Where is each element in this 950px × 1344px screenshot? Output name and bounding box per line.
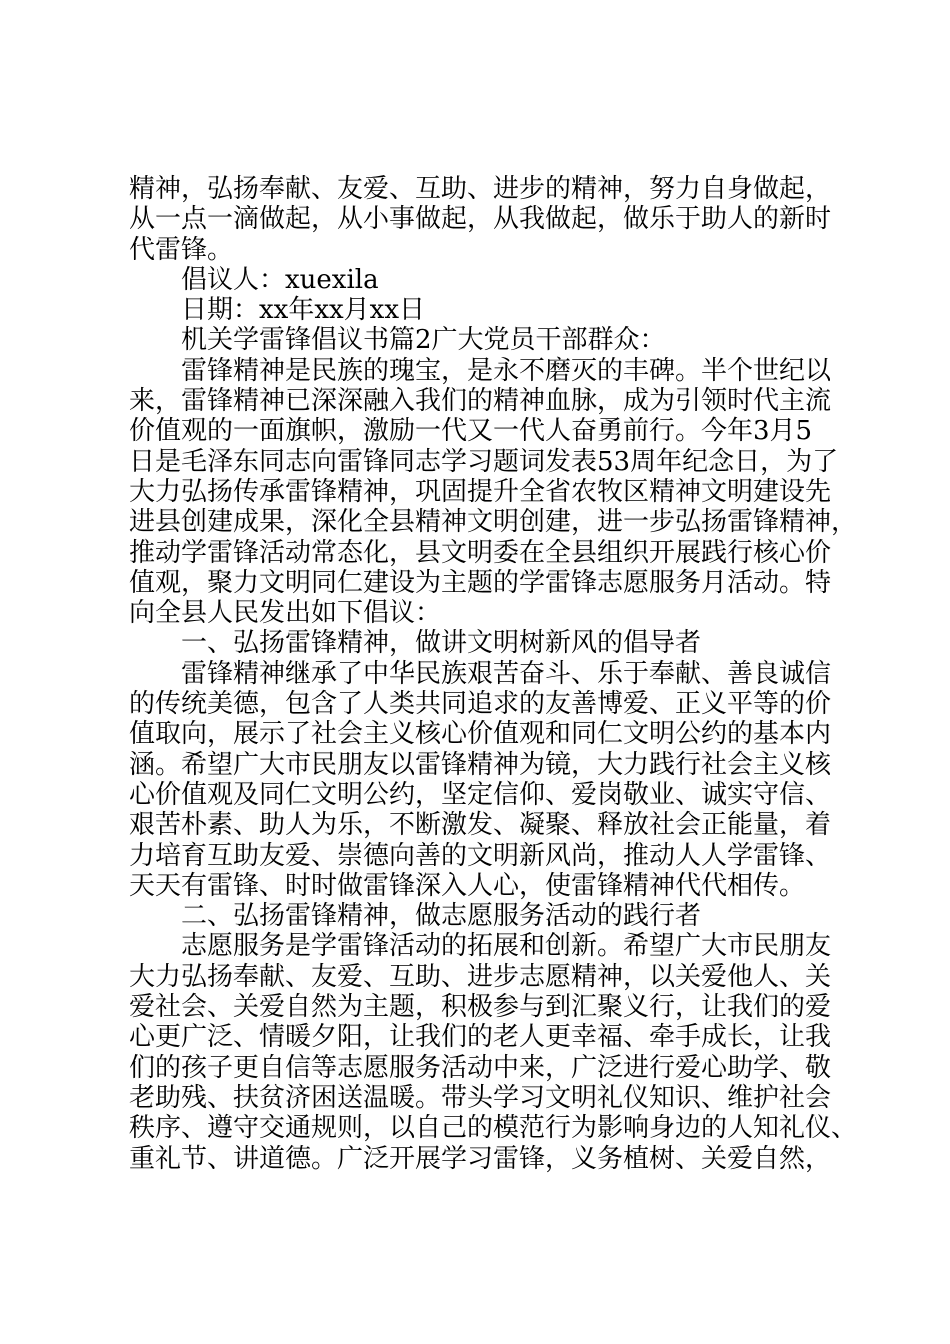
initiator-line: 倡议人：xuexila: [181, 264, 379, 295]
text-line: 大力弘扬奉献、友爱、互助、进步志愿精神，以关爱他人、关: [129, 961, 832, 992]
text-line: 大力弘扬传承雷锋精神，巩固提升全省农牧区精神文明建设先: [129, 476, 832, 507]
text-line: 力培育互助友爱、崇德向善的文明新风尚，推动人人学雷锋、: [129, 840, 832, 871]
text-line: 涵。希望广大市民朋友以雷锋精神为镜，大力践行社会主义核: [129, 749, 832, 780]
text-line: 的传统美德，包含了人类共同追求的友善博爱、正义平等的价: [129, 689, 832, 720]
text-line: 值取向，展示了社会主义核心价值观和同仁文明公约的基本内: [129, 719, 832, 750]
date-line: 日期：xx年xx月xx日: [181, 295, 425, 326]
text-line: 日是毛泽东同志向雷锋同志学习题词发表53周年纪念日，为了: [129, 446, 839, 477]
text-line: 向全县人民发出如下倡议：: [129, 598, 442, 629]
section-heading: 机关学雷锋倡议书篇2广大党员干部群众：: [181, 325, 666, 356]
paragraph-start: 雷锋精神继承了中华民族艰苦奋斗、乐于奉献、善良诚信: [181, 658, 832, 689]
paragraph-start: 志愿服务是学雷锋活动的拓展和创新。希望广大市民朋友: [181, 931, 832, 962]
text-line: 来，雷锋精神已深深融入我们的精神血脉，成为引领时代主流: [129, 386, 832, 417]
text-line: 心更广泛、情暖夕阳，让我们的老人更幸福、牵手成长，让我: [129, 1022, 832, 1053]
document-body: [129, 174, 858, 1174]
text-line: 艰苦朴素、助人为乐，不断激发、凝聚、释放社会正能量，着: [129, 810, 832, 841]
text-line: 价值观的一面旗帜，激励一代又一代人奋勇前行。今年3月5: [129, 416, 813, 447]
text-line: 心价值观及同仁文明公约，坚定信仰、爱岗敬业、诚实守信、: [129, 779, 832, 810]
subsection-heading: 一、弘扬雷锋精神，做讲文明树新风的倡导者: [181, 628, 702, 659]
text-line: 从一点一滴做起，从小事做起，从我做起，做乐于助人的新时: [129, 204, 832, 235]
text-line: 老助残、扶贫济困送温暖。带头学习文明礼仪知识、维护社会: [129, 1082, 832, 1113]
text-line: 秩序、遵守交通规则，以自己的模范行为影响身边的人知礼仪、: [129, 1113, 858, 1144]
text-line: 值观，聚力文明同仁建设为主题的学雷锋志愿服务月活动。特: [129, 567, 832, 598]
subsection-heading: 二、弘扬雷锋精神，做志愿服务活动的践行者: [181, 901, 702, 932]
text-line: 代雷锋。: [129, 234, 234, 265]
text-line: 进县创建成果，深化全县精神文明创建，进一步弘扬雷锋精神，: [129, 507, 858, 538]
text-line: 精神，弘扬奉献、友爱、互助、进步的精神，努力自身做起，: [129, 174, 832, 204]
paragraph-start: 雷锋精神是民族的瑰宝，是永不磨灭的丰碑。半个世纪以: [181, 355, 832, 386]
text-line: 爱社会、关爱自然为主题，积极参与到汇聚义行，让我们的爱: [129, 992, 832, 1023]
text-line: 们的孩子更自信等志愿服务活动中来，广泛进行爱心助学、敬: [129, 1052, 832, 1083]
text-line: 重礼节、讲道德。广泛开展学习雷锋，义务植树、关爱自然，: [129, 1143, 832, 1174]
text-line: 天天有雷锋、时时做雷锋深入人心，使雷锋精神代代相传。: [129, 870, 806, 901]
text-line: 推动学雷锋活动常态化，县文明委在全县组织开展践行核心价: [129, 537, 832, 568]
